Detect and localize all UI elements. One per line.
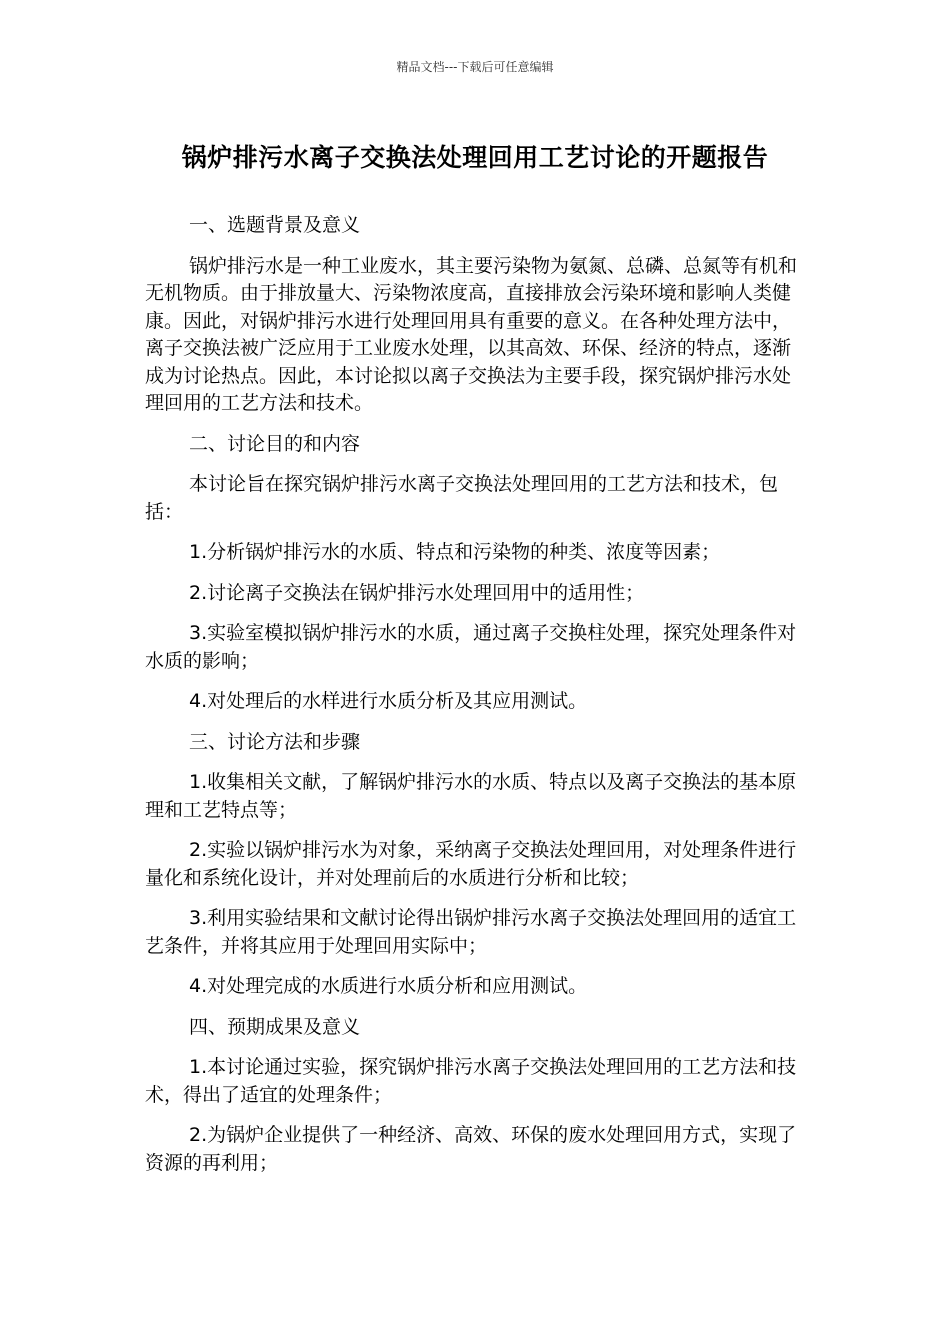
list-item-objective-3: 3.实验室模拟锅炉排污水的水质，通过离子交换柱处理，探究处理条件对水质的影响； xyxy=(145,622,797,672)
section-heading-methods: 三、讨论方法和步骤 xyxy=(189,730,361,753)
list-item-method-4: 4.对处理完成的水质进行水质分析和应用测试。 xyxy=(189,975,588,997)
section-heading-objectives: 二、讨论目的和内容 xyxy=(189,432,361,455)
section-heading-background: 一、选题背景及意义 xyxy=(189,214,361,236)
list-item-outcome-2: 2.为锅炉企业提供了一种经济、高效、环保的废水处理回用方式，实现了资源的再利用； xyxy=(145,1124,797,1174)
header-note: 精品文档---下载后可任意编辑 xyxy=(396,60,554,74)
paragraph-background: 锅炉排污水是一种工业废水，其主要污染物为氨氮、总磷、总氮等有机和无机物质。由于排放量大、污染物浓度高，直接排放会污染环境和影响人类健康。因此，对锅炉排污水进行处理回用具有重要的意义。在各种处理方法中，离子交换法被广泛应用于工业废水处理，以其高效、环保、经济的特点，逐渐成为讨论热点。因此，本讨论拟以离子交换法为主要手段，探究锅炉排污水处理回用的工艺方法和技术。 xyxy=(145,254,798,414)
document-body xyxy=(145,212,805,1190)
list-item-method-2: 2.实验以锅炉排污水为对象，采纳离子交换法处理回用，对处理条件进行量化和系统化设计，并对处理前后的水质进行分析和比较； xyxy=(145,839,797,889)
section-heading-outcomes: 四、预期成果及意义 xyxy=(189,1015,361,1038)
list-item-objective-2: 2.讨论离子交换法在锅炉排污水处理回用中的适用性； xyxy=(189,581,645,604)
list-item-method-1: 1.收集相关文献，了解锅炉排污水的水质、特点以及离子交换法的基本原理和工艺特点等； xyxy=(145,771,797,821)
list-item-objective-1: 1.分析锅炉排污水的水质、特点和污染物的种类、浓度等因素； xyxy=(189,541,721,563)
list-item-method-3: 3.利用实验结果和文献讨论得出锅炉排污水离子交换法处理回用的适宜工艺条件，并将其应用于处理回用实际中； xyxy=(145,907,797,957)
paragraph-objectives-intro: 本讨论旨在探究锅炉排污水离子交换法处理回用的工艺方法和技术，包括： xyxy=(145,473,779,523)
list-item-objective-4: 4.对处理后的水样进行水质分析及其应用测试。 xyxy=(189,690,588,712)
list-item-outcome-1: 1.本讨论通过实验，探究锅炉排污水离子交换法处理回用的工艺方法和技术，得出了适宜的处理条件； xyxy=(145,1056,797,1106)
document-title: 锅炉排污水离子交换法处理回用工艺讨论的开题报告 xyxy=(181,143,769,172)
